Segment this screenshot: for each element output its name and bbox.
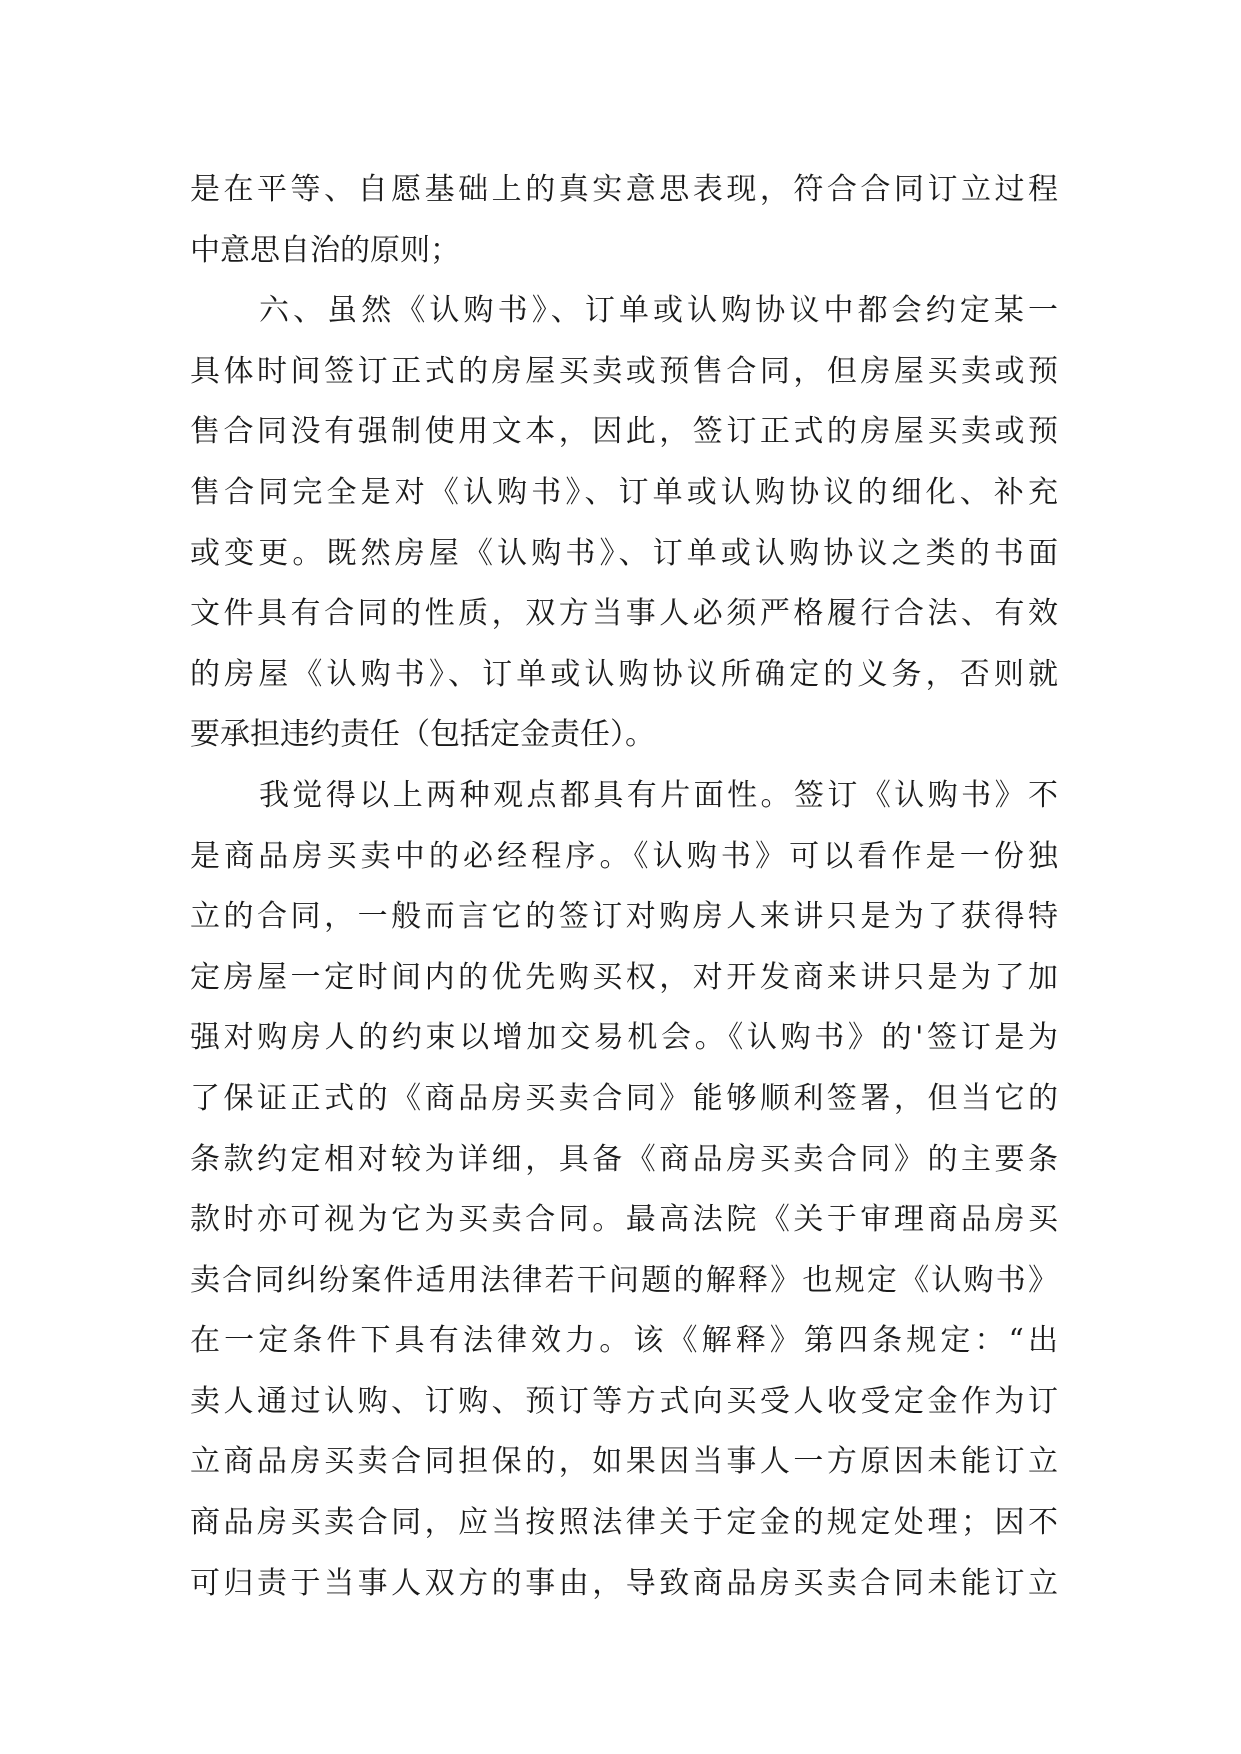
text-line: 是商品房买卖中的必经程序。《认购书》可以看作是一份独 (190, 838, 1058, 874)
text-line: 售合同没有强制使用文本，因此，签订正式的房屋买卖或预 (190, 414, 1058, 450)
text-line: 立商品房买卖合同担保的，如果因当事人一方原因未能订立 (190, 1444, 1058, 1480)
text-line: 卖合同纠纷案件适用法律若干问题的解释》也规定《认购书》 (190, 1262, 1058, 1298)
text-line: 可归责于当事人双方的事由，导致商品房买卖合同未能订立 (190, 1565, 1058, 1601)
text-line: 是在平等、自愿基础上的真实意思表现，符合合同订立过程 (190, 172, 1058, 207)
text-line: 具体时间签订正式的房屋买卖或预售合同，但房屋买卖或预 (190, 353, 1058, 389)
text-line: 六、虽然《认购书》、订单或认购协议中都会约定某一 (259, 293, 1058, 329)
body-text (190, 160, 1058, 1614)
text-line: 立的合同，一般而言它的签订对购房人来讲只是为了获得特 (190, 899, 1058, 935)
text-line: 文件具有合同的性质，双方当事人必须严格履行合法、有效 (190, 596, 1058, 632)
text-line: 条款约定相对较为详细，具备《商品房买卖合同》的主要条 (190, 1141, 1058, 1177)
text-line: 或变更。既然房屋《认购书》、订单或认购协议之类的书面 (190, 535, 1058, 571)
text-line: 了保证正式的《商品房买卖合同》能够顺利签署，但当它的 (190, 1080, 1058, 1116)
text-line: 强对购房人的约束以增加交易机会。《认购书》的'签订是为 (190, 1020, 1058, 1056)
text-line: 售合同完全是对《认购书》、订单或认购协议的细化、补充 (190, 474, 1058, 510)
text-line: 要承担违约责任（包括定金责任）。 (190, 717, 655, 753)
text-line: 款时亦可视为它为买卖合同。最高法院《关于审理商品房买 (190, 1202, 1058, 1238)
text-line: 定房屋一定时间内的优先购买权，对开发商来讲只是为了加 (190, 959, 1058, 995)
text-line: 我觉得以上两种观点都具有片面性。签订《认购书》不 (259, 777, 1058, 813)
text-line: 的房屋《认购书》、订单或认购协议所确定的义务，否则就 (190, 656, 1058, 692)
text-line: 卖人通过认购、订购、预订等方式向买受人收受定金作为订 (190, 1383, 1058, 1419)
text-line: 中意思自治的原则； (190, 232, 460, 268)
text-line: 商品房买卖合同，应当按照法律关于定金的规定处理；因不 (190, 1505, 1058, 1541)
text-line: 在一定条件下具有法律效力。该《解释》第四条规定：“出 (190, 1323, 1058, 1359)
